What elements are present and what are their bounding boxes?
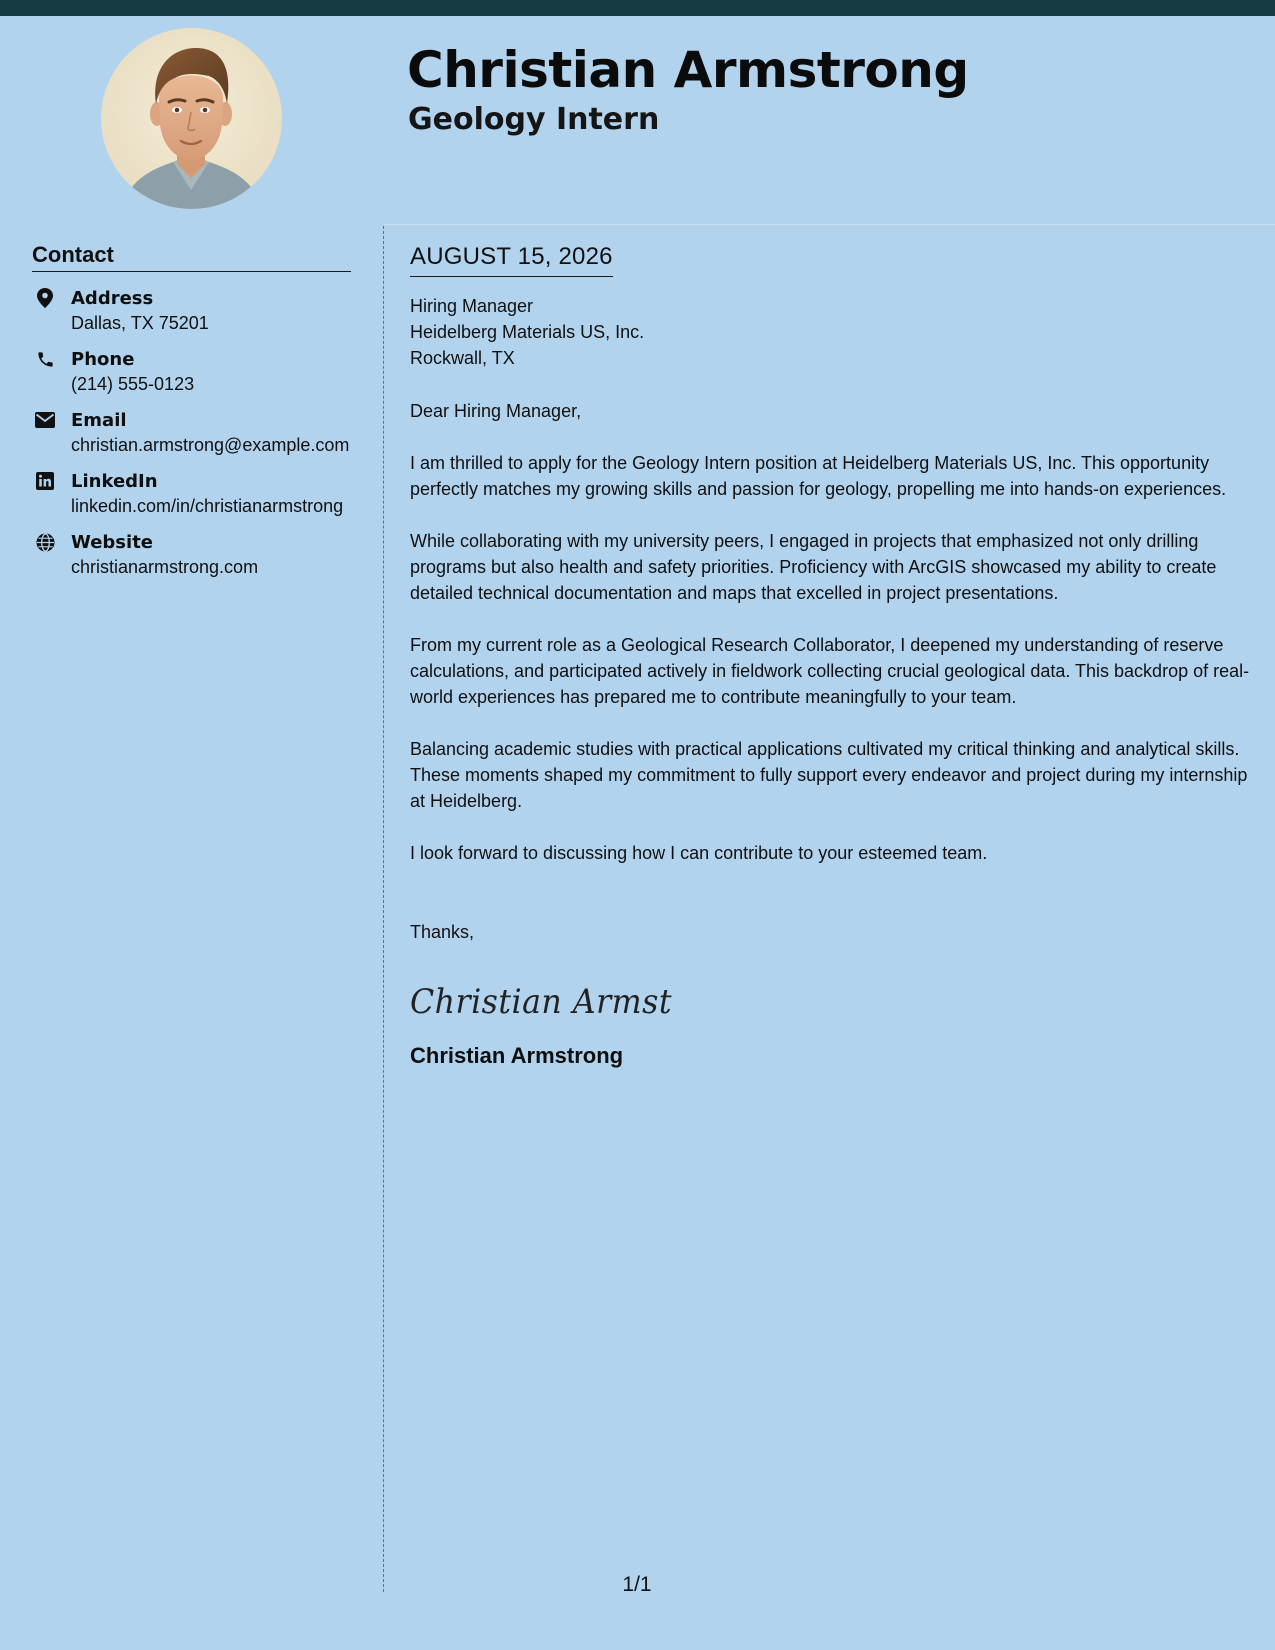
phone-value: (214) 555-0123: [71, 374, 195, 394]
page-number: 1/1: [622, 1573, 652, 1596]
recipient-line: Hiring Manager: [410, 296, 534, 316]
globe-icon: [35, 532, 55, 552]
contact-label: Address: [71, 288, 154, 309]
handwritten-signature: [410, 975, 1260, 1025]
body-paragraph: I am thrilled to apply for the Geology Intern position at Heidelberg Materials US, Inc. This opportunity perfectly matches my growing skills and passion for geology, propelling me into hands-on experiences.: [410, 453, 1227, 499]
contact-label: Phone: [71, 349, 135, 370]
contact-address: [32, 286, 351, 336]
candidate-role: Geology Intern: [408, 102, 660, 137]
body-paragraph: From my current role as a Geological Research Collaborator, I deepened my understanding of reserve calculations, and participated actively in fieldwork collecting crucial geological data. This backdrop of real-world experiences has prepared me to contribute meaningfully to your team.: [410, 635, 1250, 707]
contact-sidebar: [32, 240, 351, 580]
recipient-line: Rockwall, TX: [410, 348, 515, 368]
letter-date: AUGUST 15, 2026: [410, 240, 613, 277]
candidate-name: Christian Armstrong: [407, 41, 969, 99]
signed-name: Christian Armstrong: [410, 1043, 624, 1068]
contact-email: [32, 408, 351, 458]
header-divider: [384, 224, 1275, 225]
profile-photo: [101, 28, 282, 209]
map-pin-icon: [35, 288, 55, 308]
envelope-icon: [35, 410, 55, 430]
linkedin-icon: [35, 471, 55, 491]
recipient-block: [410, 293, 1260, 371]
contact-website: [32, 530, 351, 580]
address-value: Dallas, TX 75201: [71, 313, 209, 333]
website-value[interactable]: christianarmstrong.com: [71, 557, 259, 577]
column-divider: [383, 226, 384, 1592]
closing: Thanks,: [410, 922, 475, 942]
contact-label: Email: [71, 410, 127, 431]
greeting: Dear Hiring Manager,: [410, 401, 582, 421]
email-value[interactable]: christian.armstrong@example.com: [71, 435, 350, 455]
recipient-line: Heidelberg Materials US, Inc.: [410, 322, 645, 342]
body-paragraph: While collaborating with my university peers, I engaged in projects that emphasized not only drilling programs but also health and safety priorities. Proficiency with ArcGIS showcased my ability to create detailed technical documentation and maps that excelled in project presentations.: [410, 531, 1217, 603]
contact-heading: Contact: [32, 240, 351, 272]
contact-label: LinkedIn: [71, 471, 158, 492]
contact-linkedin: [32, 469, 351, 519]
body-paragraph: Balancing academic studies with practical applications cultivated my critical thinking and analytical skills. These moments shaped my commitment to fully support every endeavor and project during my internship at Heidelberg.: [410, 739, 1248, 811]
cover-letter-body: [410, 240, 1260, 1071]
portrait-illustration: [101, 28, 282, 209]
svg-text:Christian Armst: Christian Armst: [410, 982, 672, 1022]
body-paragraph: I look forward to discussing how I can contribute to your esteemed team.: [410, 843, 988, 863]
contact-phone: [32, 347, 351, 397]
phone-icon: [35, 349, 55, 369]
top-accent-bar: [0, 0, 1275, 16]
contact-label: Website: [71, 532, 154, 553]
linkedin-value[interactable]: linkedin.com/in/christianarmstrong: [71, 496, 344, 516]
